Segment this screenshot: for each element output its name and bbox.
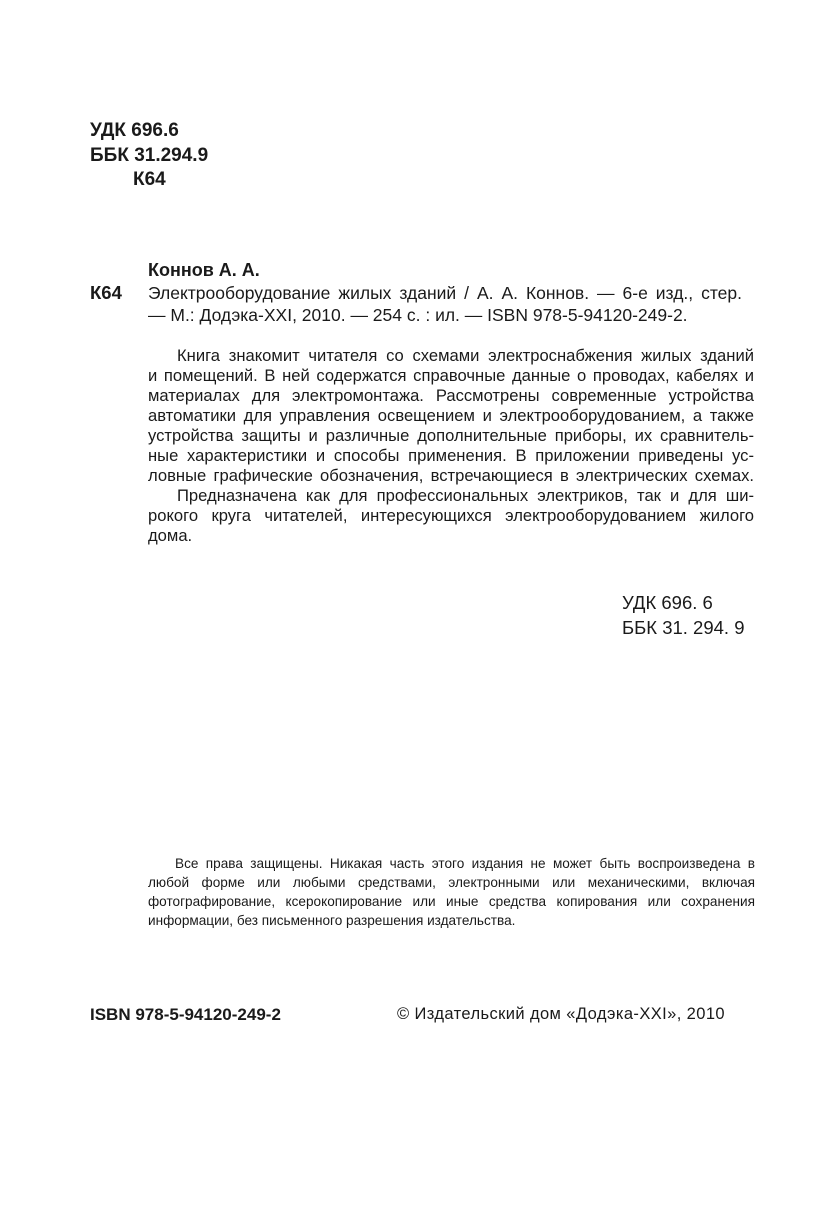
rights-line: фотографирование, ксерокопирование или иные средства копирования или сохранения [148,894,755,909]
annotation-line: материалах для электромонтажа. Рассмотрены современные устройства [148,386,754,405]
annotation-line: ловные графические обозначения, встречающиеся в электрических схемах. [148,466,754,485]
author-name: Коннов А. А. [148,260,260,280]
annotation-line: и помещений. В ней содержатся справочные данные о проводах, кабелях и [148,366,754,385]
rights-line: Все права защищены. Никакая часть этого издания не может быть воспроизведена в [175,856,755,871]
annotation-line: Книга знакомит читателя со схемами электроснабжения жилых зданий [177,346,754,365]
footer-isbn: ISBN 978-5-94120-249-2 [90,1005,281,1024]
biblio-title-line: Электрооборудование жилых зданий / А. А. Коннов. — 6-е изд., стер. [148,283,742,303]
rights-line: информации, без письменного разрешения издательства. [148,913,516,928]
bbk-code-right: ББК 31. 294. 9 [622,617,745,638]
udk-code: УДК 696.6 [90,120,179,141]
annotation-line: рокого круга читателей, интересующихся электрооборудованием жилого [148,506,754,525]
rights-line: любой форме или любыми средствами, электронными или механическими, включая [148,875,755,890]
biblio-imprint-line: — М.: Додэка-XXI, 2010. — 254 с. : ил. — ISBN 978-5-94120-249-2. [148,305,688,325]
annotation-line: ные характеристики и способы применения. В приложении приведены ус- [148,446,754,465]
annotation-line: устройства защиты и различные дополнительные приборы, их сравнитель- [148,426,754,445]
bbk-code: ББК 31.294.9 [90,145,209,166]
udk-code-right: УДК 696. 6 [622,592,713,613]
author-mark: К64 [133,169,166,190]
footer-copyright: © Издательский дом «Додэка-XXI», 2010 [397,1005,725,1023]
biblio-author-mark: К64 [90,282,122,303]
annotation-line: дома. [148,526,193,545]
annotation-line: Предназначена как для профессиональных электриков, так и для ши- [177,486,754,505]
annotation-line: автоматики для управления освещением и электрооборудованием, а также [148,406,754,425]
